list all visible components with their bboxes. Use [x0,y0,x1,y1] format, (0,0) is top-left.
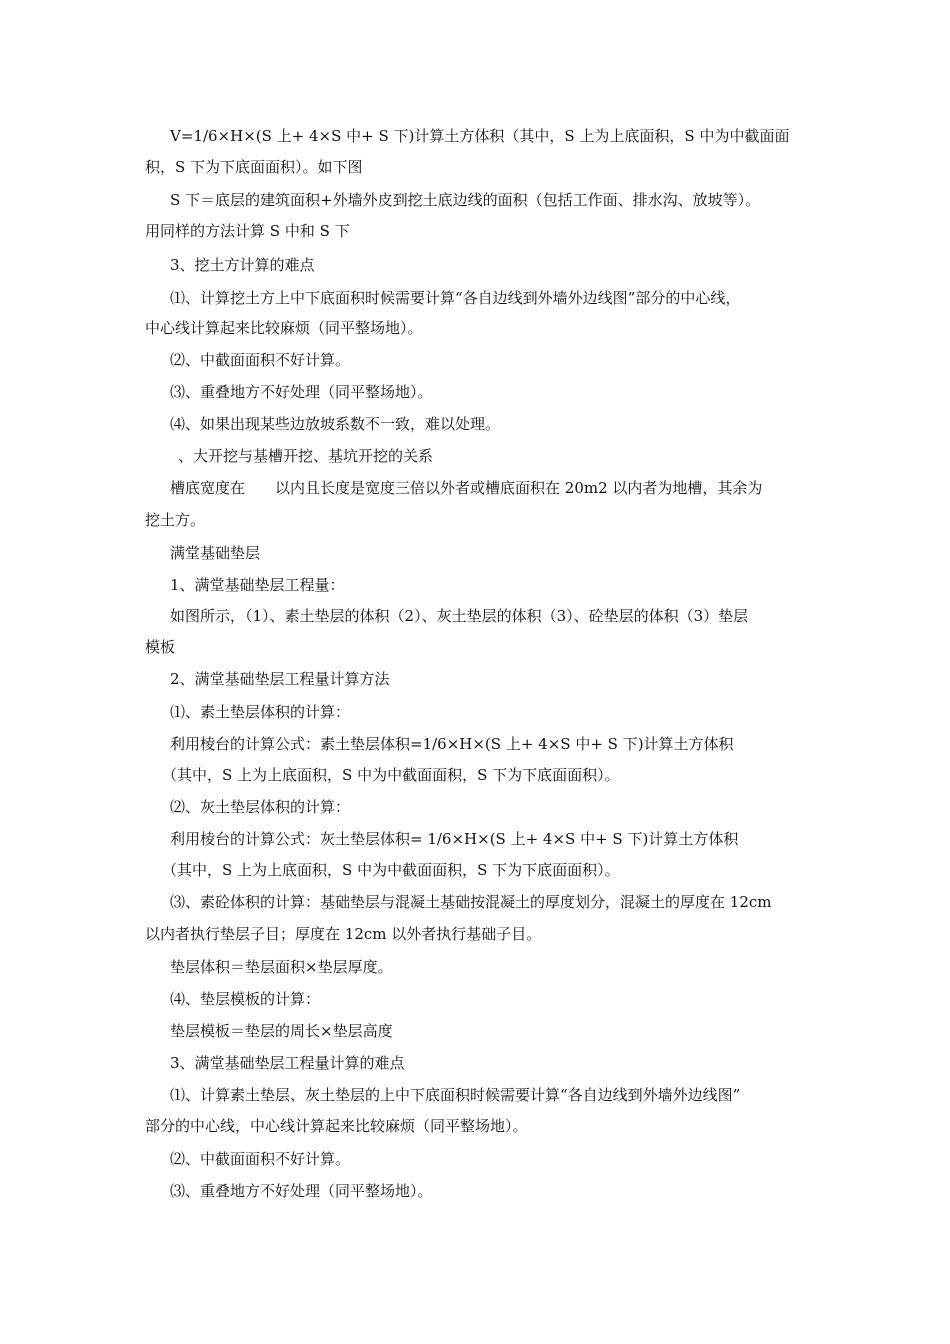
item-cushion-difficulty-2: ⑵、中截面面积不好计算。 [170,1150,351,1168]
item-plain-concrete-cont: 以内者执行垫层子目；厚度在 12cm 以外者执行基础子目。 [145,925,542,943]
para-cushion-items-cont: 模板 [145,638,176,656]
item-plain-soil: ⑴、素土垫层体积的计算： [170,703,351,721]
item-cushion-difficulty-1: ⑴、计算素土垫层、灰土垫层的上中下底面积时候需要计算“各自边线到外墙外边线图” [170,1086,741,1104]
item-difficulty-1-cont: 中心线计算起来比较麻烦（同平整场地）。 [145,319,423,337]
item-difficulty-1: ⑴、计算挖土方上中下底面积时候需要计算“各自边线到外墙外边线图”部分的中心线， [170,289,741,307]
heading-cushion-method: 2、满堂基础垫层工程量计算方法 [170,670,390,688]
para-s-bottom: S 下＝底层的建筑面积+外墙外皮到挖土底边线的面积（包括工作面、排水沟、放坡等）。 [170,191,761,209]
para-plain-soil-formula-cont: （其中，S 上为上底面积，S 中为中截面面积，S 下为下底面面积）。 [162,766,620,784]
para-cushion-formwork: 垫层模板＝垫层的周长×垫层高度 [170,1022,393,1040]
item-difficulty-2: ⑵、中截面面积不好计算。 [170,351,351,369]
item-difficulty-3: ⑶、重叠地方不好处理（同平整场地）。 [170,383,433,401]
para-trench-definition: 槽底宽度在 以内且长度是宽度三倍以外者或槽底面积在 20m2 以内者为地槽，其余为 [170,479,763,497]
item-plain-concrete: ⑶、素砼体积的计算：基础垫层与混凝土基础按混凝土的厚度划分，混凝土的厚度在 12cm [170,893,772,911]
para-s-bottom-cont: 用同样的方法计算 S 中和 S 下 [145,222,350,240]
item-cushion-difficulty-1-cont: 部分的中心线，中心线计算起来比较麻烦（同平整场地）。 [145,1117,528,1135]
heading-cushion-quantity: 1、满堂基础垫层工程量： [170,576,345,594]
heading-excavation-relationship: 、大开挖与基槽开挖、基坑开挖的关系 [178,447,434,465]
item-lime-soil: ⑵、灰土垫层体积的计算： [170,798,351,816]
para-lime-soil-formula-cont: （其中，S 上为上底面积，S 中为中截面面积，S 下为下底面面积）。 [162,861,620,879]
heading-cushion-difficulty: 3、满堂基础垫层工程量计算的难点 [170,1054,405,1072]
item-cushion-difficulty-3: ⑶、重叠地方不好处理（同平整场地）。 [170,1182,433,1200]
para-formula-volume-cont: 积，S 下为下底面面积）。如下图 [145,158,363,176]
para-cushion-volume: 垫层体积＝垫层面积×垫层厚度。 [170,958,393,976]
para-lime-soil-formula: 利用棱台的计算公式：灰土垫层体积= 1/6×H×(S 上+ 4×S 中+ S 下)计算土方体积 [170,830,739,848]
heading-raft-cushion: 满堂基础垫层 [170,544,261,562]
para-cushion-items: 如图所示，（1）、素土垫层的体积（2）、灰土垫层的体积（3）、砼垫层的体积（3）垫层 [170,607,749,625]
item-difficulty-4: ⑷、如果出现某些边放坡系数不一致，难以处理。 [170,415,501,433]
item-cushion-formwork: ⑷、垫层模板的计算： [170,990,321,1008]
heading-excavation-difficulty: 3、挖土方计算的难点 [170,256,315,274]
para-trench-definition-cont: 挖土方。 [145,511,206,529]
para-plain-soil-formula: 利用棱台的计算公式：素土垫层体积=1/6×H×(S 上+ 4×S 中+ S 下)计算土方体积 [170,735,734,753]
para-formula-volume: V=1/6×H×(S 上+ 4×S 中+ S 下)计算土方体积（其中，S 上为上底面积，S 中为中截面面 [170,127,790,145]
